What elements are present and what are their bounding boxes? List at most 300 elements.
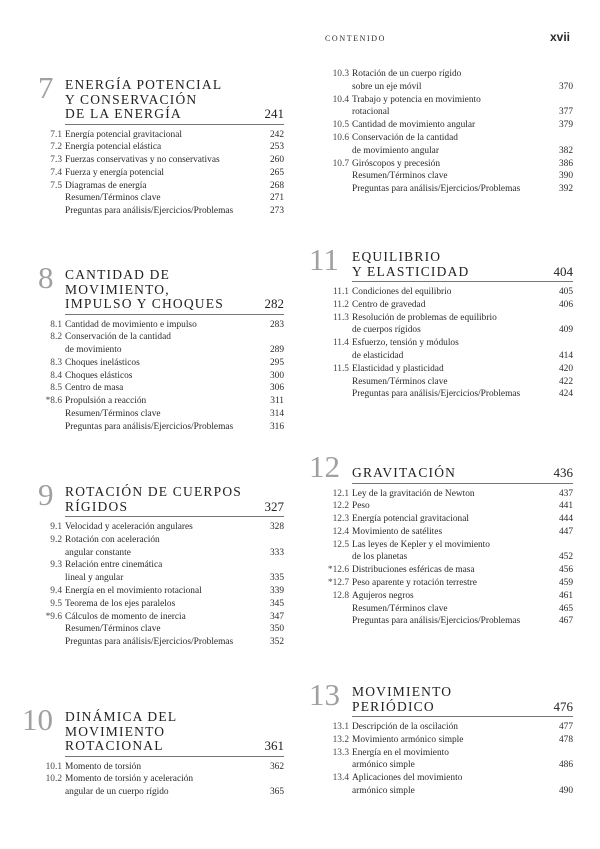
section-title-line: Fuerzas conservativas y no conservativas (65, 155, 220, 166)
page-number: xvii (550, 30, 571, 44)
section-title-line: Trabajo y potencia en movimiento (352, 94, 481, 105)
section-page: 350 (269, 624, 284, 635)
toc-entry[interactable] (325, 603, 573, 616)
section-title-line: rotacional (352, 107, 390, 118)
section-title (65, 192, 284, 205)
chapter-number: 8 (38, 260, 54, 295)
section-title (65, 154, 284, 167)
section-number: *12.7 (327, 578, 349, 589)
section-page: 333 (269, 547, 284, 558)
chapter-rule (65, 756, 284, 757)
section-title-line: Cantidad de movimiento angular (352, 120, 476, 131)
section-title (65, 773, 284, 799)
toc-entry[interactable] (325, 94, 573, 120)
section-title-line: sobre un eje móvil (352, 81, 422, 92)
section-number: 11.5 (332, 363, 349, 374)
section-page: 456 (558, 565, 573, 576)
section-page: 424 (558, 389, 573, 400)
section-number: 11.1 (332, 287, 349, 297)
section-page: 265 (269, 167, 284, 178)
section-title (352, 539, 573, 565)
toc-entry[interactable] (38, 370, 284, 383)
section-number: 8.5 (50, 383, 62, 394)
section-page: 316 (269, 421, 284, 432)
section-title (65, 319, 284, 332)
section-number: 7.1 (50, 129, 62, 140)
toc-entry[interactable] (325, 539, 573, 565)
section-page: 447 (558, 526, 573, 537)
chapter-title-line: ROTACIÓN DE CUERPOS (65, 484, 242, 499)
section-title (352, 488, 573, 501)
chapter-number: 11 (309, 242, 339, 277)
toc-entry[interactable] (325, 488, 573, 501)
toc-entry[interactable] (325, 526, 573, 539)
section-page: 452 (558, 552, 573, 563)
section-number: 10.3 (332, 69, 349, 79)
toc-entry[interactable] (325, 158, 573, 171)
section-number: 8.4 (50, 370, 62, 381)
section-title (352, 513, 573, 526)
section-title-line: Momento de torsión (65, 761, 142, 772)
section-list (325, 721, 573, 798)
section-title (352, 68, 573, 94)
toc-entry[interactable] (325, 286, 573, 299)
section-page: 478 (558, 734, 573, 745)
section-number: 7.5 (50, 180, 62, 191)
section-page: 253 (269, 142, 284, 153)
toc-entry[interactable] (325, 68, 573, 94)
toc-entry[interactable] (38, 331, 284, 357)
toc-entry[interactable] (325, 513, 573, 526)
chapter-title-line: CANTIDAD DE MOVIMIENTO, (65, 267, 171, 297)
section-number: 9.3 (50, 560, 62, 571)
section-number: 10.6 (332, 132, 349, 143)
section-title-line: de movimiento angular (352, 145, 439, 156)
section-page: 379 (558, 120, 573, 131)
chapter-title-line: GRAVITACIÓN (352, 465, 457, 480)
section-title-line: Resumen/Términos clave (352, 603, 448, 614)
section-page: 300 (269, 370, 284, 381)
section-title (65, 129, 284, 142)
section-title (65, 585, 284, 598)
chapter-title-line: MOVIMIENTO (65, 723, 166, 739)
toc-entry[interactable] (38, 395, 284, 408)
section-title-line: de movimiento (65, 345, 122, 356)
section-title (352, 500, 573, 513)
chapter-title (352, 248, 573, 279)
section-page: 365 (269, 787, 284, 798)
section-page: 437 (558, 488, 573, 499)
toc-entry[interactable] (325, 772, 573, 798)
toc-entry[interactable] (38, 761, 284, 774)
section-page: 390 (558, 171, 573, 182)
section-page: 242 (269, 129, 284, 140)
section-page: 459 (558, 578, 573, 589)
section-title-line: Cálculos de momento de inercia (65, 611, 186, 622)
chapter-block (309, 449, 573, 628)
section-number: 10.1 (45, 761, 62, 772)
section-title-line: Preguntas para análisis/Ejercicios/Problemas (352, 389, 521, 400)
section-page: 461 (558, 590, 573, 601)
section-title (65, 598, 284, 611)
section-title-line: Preguntas para análisis/Ejercicios/Problemas (65, 421, 234, 432)
toc-entry[interactable] (325, 299, 573, 312)
section-title-line: Energía potencial gravitacional (352, 514, 469, 525)
toc-entry[interactable] (325, 132, 573, 158)
section-list (325, 286, 573, 401)
section-number: 12.8 (332, 590, 349, 601)
chapter-block (38, 70, 284, 218)
section-title-line: angular constante (65, 547, 131, 558)
section-number: 12.4 (332, 526, 349, 537)
section-title-line: Conservación de la cantidad (65, 332, 171, 343)
section-title-line: de cuerpos rígidos (352, 325, 421, 336)
chapter-rule (65, 124, 284, 125)
toc-entry[interactable] (38, 357, 284, 370)
section-title-line: Preguntas para análisis/Ejercicios/Problemas (65, 637, 234, 648)
chapter-rule (65, 314, 284, 315)
section-title-line: Movimiento armónico simple (352, 734, 464, 745)
section-title-line: Rotación de un cuerpo rígido (352, 69, 462, 79)
section-title (352, 721, 573, 734)
section-title (352, 312, 573, 338)
toc-entry[interactable] (325, 170, 573, 183)
chapter-heading[interactable] (309, 449, 573, 484)
section-number: 7.2 (50, 142, 62, 153)
section-title-line: Energía en el movimiento (352, 747, 449, 758)
section-number: 7.4 (50, 167, 62, 178)
section-title-line: armónico simple (352, 785, 415, 796)
section-title (352, 158, 573, 171)
chapter-block (309, 242, 573, 401)
chapter-rule (352, 483, 573, 484)
section-title (352, 734, 573, 747)
chapter-title-line: ROTACIONAL (65, 738, 164, 753)
toc-entry[interactable] (38, 141, 284, 154)
section-page: 441 (558, 501, 573, 512)
section-title (65, 357, 284, 370)
toc-entry[interactable] (325, 734, 573, 747)
toc-entry[interactable] (38, 623, 284, 636)
section-page: 335 (269, 573, 284, 584)
section-title-line: Resumen/Términos clave (352, 171, 448, 182)
toc-entry[interactable] (38, 534, 284, 560)
toc-entry[interactable] (325, 590, 573, 603)
section-title-line: Condiciones del equilibrio (352, 287, 452, 297)
section-list (38, 319, 284, 434)
section-title-line: Propulsión a reacción (65, 396, 147, 407)
section-number: 10.5 (332, 120, 349, 131)
chapter-heading[interactable] (309, 677, 573, 714)
section-title-line: angular de un cuerpo rígido (65, 787, 169, 798)
section-title (352, 170, 573, 183)
section-title (352, 286, 573, 299)
toc-entry[interactable] (38, 773, 284, 799)
section-title (352, 363, 573, 376)
section-title (65, 636, 284, 649)
toc-entry[interactable] (325, 564, 573, 577)
chapter-title-line: EQUILIBRIO (352, 249, 442, 264)
chapter-title-line: Y ELASTICIDAD (352, 263, 470, 279)
chapter-page: 436 (553, 465, 573, 480)
section-page: 467 (558, 616, 573, 627)
section-title-line: Centro de masa (65, 383, 124, 394)
section-page: 311 (270, 396, 284, 407)
chapter-page: 327 (264, 498, 284, 514)
chapter-rule (65, 516, 284, 517)
chapter-continuation (325, 68, 573, 196)
section-title (65, 370, 284, 383)
section-number: 13.4 (332, 773, 349, 784)
section-title (65, 180, 284, 193)
chapter-title (65, 266, 284, 312)
section-number: 8.3 (50, 357, 62, 368)
chapter-title-line: PERIÓDICO (352, 698, 435, 714)
section-title-line: Agujeros negros (352, 590, 414, 601)
chapter-block (309, 677, 573, 798)
section-title-line: Distribuciones esféricas de masa (352, 565, 475, 576)
toc-entry[interactable] (325, 615, 573, 628)
chapter-title-line: Y CONSERVACIÓN (65, 91, 198, 107)
section-title (65, 331, 284, 357)
chapter-number: 9 (38, 477, 54, 512)
chapter-block (38, 260, 284, 434)
section-page: 339 (269, 585, 284, 596)
section-title-line: Aplicaciones del movimiento (352, 773, 463, 784)
toc-entry[interactable] (38, 408, 284, 421)
toc-entry[interactable] (38, 382, 284, 395)
chapter-page: 404 (553, 263, 573, 279)
section-title-line: de los planetas (352, 552, 408, 563)
section-title-line: Fuerza y energía potencial (65, 167, 165, 178)
section-title-line: Descripción de la oscilación (352, 722, 458, 732)
chapter-title (65, 708, 284, 754)
chapter-page: 241 (264, 106, 284, 121)
section-number: 7.3 (50, 155, 62, 166)
section-page: 362 (269, 761, 284, 772)
chapter-heading[interactable] (38, 260, 284, 312)
toc-entry[interactable] (38, 129, 284, 142)
section-title-line: Preguntas para análisis/Ejercicios/Problemas (352, 184, 521, 195)
toc-entry[interactable] (325, 183, 573, 196)
section-page: 465 (558, 603, 573, 614)
chapter-rule (352, 281, 573, 282)
section-page: 420 (558, 363, 573, 374)
section-number: 9.2 (50, 534, 62, 545)
section-page: 352 (269, 637, 284, 648)
toc-entry[interactable] (38, 559, 284, 585)
section-title-line: Cantidad de movimiento e impulso (65, 319, 197, 330)
section-title-line: Preguntas para análisis/Ejercicios/Problemas (352, 616, 521, 627)
section-title (352, 747, 573, 773)
section-page: 283 (269, 319, 284, 330)
toc-entry[interactable] (325, 388, 573, 401)
section-title-line: Relación entre cinemática (65, 560, 163, 571)
section-number: 10.7 (332, 158, 349, 169)
section-title (65, 421, 284, 434)
section-page: 314 (269, 409, 284, 420)
toc-entry[interactable] (325, 721, 573, 734)
section-title (352, 376, 573, 389)
section-page: 271 (269, 193, 284, 204)
section-number: 8.2 (50, 332, 62, 343)
section-number: 9.1 (50, 522, 62, 532)
section-title-line: Resumen/Términos clave (65, 409, 161, 420)
section-number: 9.5 (50, 598, 62, 609)
section-number: 8.1 (50, 319, 62, 330)
section-page: 386 (558, 158, 573, 169)
toc-entry[interactable] (325, 363, 573, 376)
toc-entry[interactable] (325, 577, 573, 590)
chapter-number: 13 (309, 677, 340, 712)
section-title (65, 559, 284, 585)
section-title-line: Las leyes de Kepler y el movimiento (352, 539, 490, 550)
toc-entry[interactable] (325, 376, 573, 389)
toc-entry[interactable] (38, 611, 284, 624)
section-number: 11.2 (332, 299, 349, 310)
chapter-title-line: ENERGÍA POTENCIAL (65, 77, 223, 92)
section-title (65, 521, 284, 534)
section-title-line: Esfuerzo, tensión y módulos (352, 338, 459, 349)
section-page: 377 (558, 107, 573, 118)
chapter-title-line: RÍGIDOS (65, 498, 129, 514)
section-page: 289 (269, 345, 284, 356)
section-title-line: Peso (352, 501, 370, 512)
section-page: 392 (558, 184, 573, 195)
section-title (65, 761, 284, 774)
section-title-line: Energía en el movimiento rotacional (65, 585, 202, 596)
section-page: 260 (269, 155, 284, 166)
section-page: 414 (558, 350, 573, 361)
section-title (65, 141, 284, 154)
section-page: 268 (269, 180, 284, 191)
section-title-line: Energía potencial gravitacional (65, 129, 182, 140)
section-page: 273 (269, 206, 284, 217)
chapter-heading[interactable] (38, 477, 284, 514)
section-number: *8.6 (45, 396, 62, 407)
section-title (352, 94, 573, 120)
section-title (352, 526, 573, 539)
chapter-page: 282 (264, 296, 284, 311)
section-title (65, 623, 284, 636)
section-title-line: Teorema de los ejes paralelos (65, 598, 176, 609)
toc-entry[interactable] (325, 500, 573, 513)
section-title-line: Movimiento de satélites (352, 526, 443, 537)
section-number: 12.3 (332, 514, 349, 525)
chapter-title-line: MOVIMIENTO (352, 684, 453, 699)
section-page: 444 (558, 514, 573, 525)
section-page: 328 (269, 522, 284, 532)
toc-entry[interactable] (325, 337, 573, 363)
toc-entry[interactable] (38, 154, 284, 167)
toc-entry[interactable] (38, 421, 284, 434)
toc-entry[interactable] (38, 167, 284, 180)
section-number: 13.3 (332, 747, 349, 758)
section-number: 10.2 (45, 774, 62, 785)
toc-entry[interactable] (38, 192, 284, 205)
section-title-line: lineal y angular (65, 573, 124, 584)
section-title-line: Ley de la gravitación de Newton (352, 488, 475, 499)
section-title (352, 299, 573, 312)
section-number: 10.4 (332, 94, 349, 105)
chapter-heading[interactable] (22, 702, 284, 754)
section-number: 12.1 (332, 488, 349, 499)
chapter-heading[interactable] (38, 70, 284, 122)
section-title-line: Resumen/Términos clave (352, 376, 448, 387)
section-title (352, 564, 573, 577)
section-title (65, 408, 284, 421)
toc-entry[interactable] (38, 180, 284, 193)
section-number: *12.6 (327, 565, 349, 576)
section-title (65, 382, 284, 395)
section-title (352, 603, 573, 616)
section-title (352, 388, 573, 401)
chapter-page: 361 (264, 738, 284, 753)
section-page: 295 (269, 357, 284, 368)
section-list (38, 129, 284, 219)
section-number: 9.4 (50, 585, 62, 596)
section-title (65, 395, 284, 408)
chapter-title-line: DINÁMICA DEL (65, 709, 178, 724)
section-title-line: armónico simple (352, 760, 415, 771)
section-title-line: Energía potencial elástica (65, 142, 162, 153)
chapter-title (352, 460, 573, 481)
toc-entry[interactable] (325, 312, 573, 338)
section-title-line: Giróscopos y precesión (352, 158, 441, 169)
chapter-rule (352, 716, 573, 717)
chapter-title (65, 76, 284, 122)
chapter-number: 7 (38, 70, 54, 105)
section-title-line: Momento de torsión y aceleración (65, 774, 194, 785)
toc-entry[interactable] (38, 636, 284, 649)
chapter-block (38, 477, 284, 649)
section-title-line: Resumen/Términos clave (65, 193, 161, 204)
section-list (38, 761, 284, 799)
section-title (352, 615, 573, 628)
chapter-number: 12 (309, 449, 340, 484)
section-title-line: Choques elásticos (65, 370, 133, 381)
toc-entry[interactable] (38, 521, 284, 534)
toc-entry[interactable] (38, 205, 284, 218)
section-page: 382 (558, 145, 573, 156)
section-title-line: Resumen/Términos clave (65, 624, 161, 635)
section-title-line: Rotación con aceleración (65, 534, 160, 545)
section-title (352, 132, 573, 158)
chapter-page: 476 (553, 698, 573, 714)
section-title (352, 590, 573, 603)
section-page: 370 (558, 81, 573, 92)
toc-entry[interactable] (325, 119, 573, 132)
chapter-title-line: DE LA ENERGÍA (65, 106, 182, 121)
toc-entry[interactable] (325, 747, 573, 773)
section-title (65, 167, 284, 180)
toc-entry[interactable] (38, 319, 284, 332)
section-page: 486 (558, 760, 573, 771)
running-head: CONTENIDO (325, 34, 387, 43)
section-list (38, 521, 284, 649)
toc-entry[interactable] (38, 585, 284, 598)
section-number: 12.2 (332, 501, 349, 512)
chapter-title (352, 683, 573, 714)
section-number: *9.6 (45, 611, 62, 622)
toc-entry[interactable] (38, 598, 284, 611)
section-page: 477 (558, 722, 573, 732)
section-title (65, 611, 284, 624)
section-title-line: Peso aparente y rotación terrestre (352, 578, 477, 589)
chapter-heading[interactable] (309, 242, 573, 279)
section-number: 13.1 (332, 722, 349, 732)
section-title-line: de elasticidad (352, 350, 404, 361)
